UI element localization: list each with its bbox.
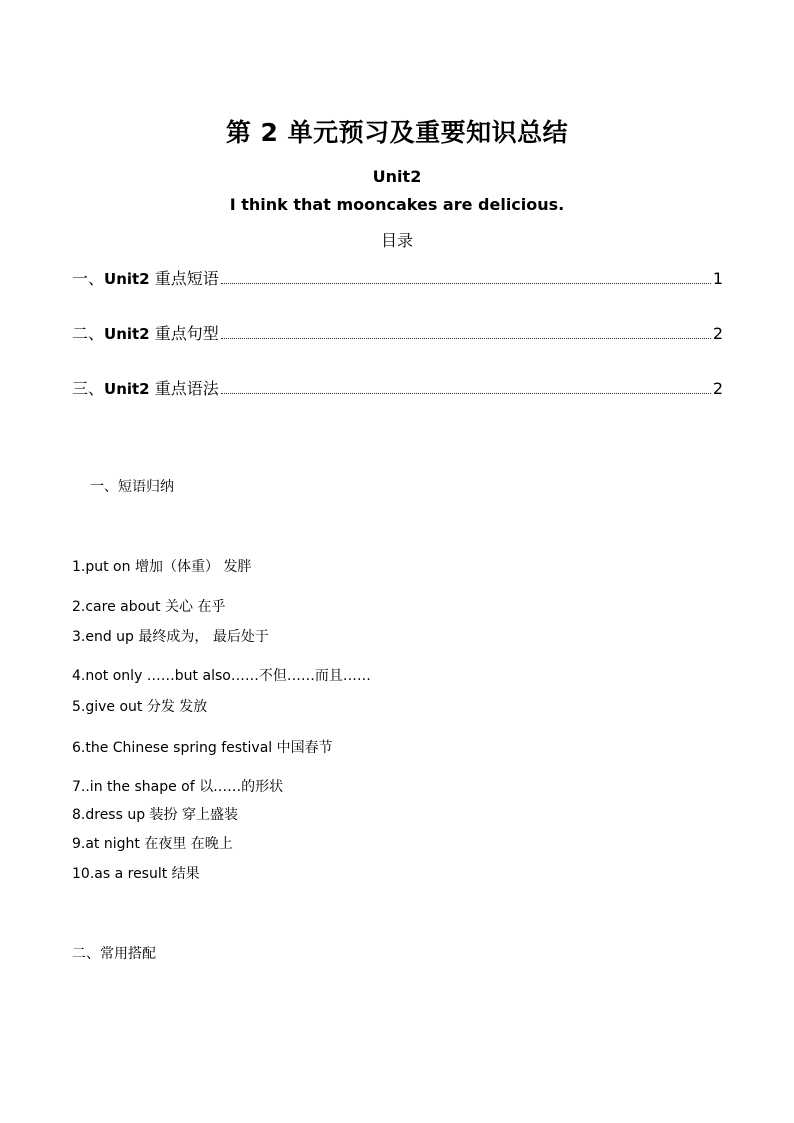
phrase-item: 1.put on 增加（体重） 发胖 — [72, 559, 252, 575]
toc-entry-sentences[interactable] — [72, 321, 723, 345]
page-title: 第 2 单元预习及重要知识总结 — [225, 118, 569, 147]
toc-heading: 目录 — [380, 231, 413, 250]
section-heading-collocations: 二、常用搭配 — [72, 946, 156, 962]
toc-page-number: 2 — [712, 379, 723, 398]
phrase-item: 2.care about 关心 在乎 — [72, 599, 226, 615]
phrase-item: 7..in the shape of 以……的形状 — [72, 779, 284, 795]
phrase-item: 8.dress up 装扮 穿上盛装 — [72, 807, 239, 823]
phrase-item: 5.give out 分发 发放 — [72, 699, 208, 715]
toc-entry-grammar[interactable] — [72, 376, 723, 400]
toc-leader-dots — [221, 282, 711, 284]
toc-page-number: 2 — [712, 324, 723, 343]
toc-page-number: 1 — [712, 269, 723, 288]
unit-subtitle: I think that mooncakes are delicious. — [229, 195, 565, 214]
toc-entry-label: 三、Unit2 重点语法 — [72, 379, 219, 398]
phrase-item: 10.as a result 结果 — [72, 866, 200, 882]
phrase-item: 6.the Chinese spring festival 中国春节 — [72, 740, 333, 756]
toc-entry-phrases[interactable] — [72, 266, 723, 290]
phrase-item: 9.at night 在夜里 在晚上 — [72, 836, 233, 852]
toc-entry-label: 二、Unit2 重点句型 — [72, 324, 219, 343]
section-heading-phrases: 一、短语归纳 — [90, 479, 174, 495]
toc-leader-dots — [221, 392, 711, 394]
toc-leader-dots — [221, 337, 711, 339]
toc-entry-label: 一、Unit2 重点短语 — [72, 269, 219, 288]
unit-label: Unit2 — [372, 167, 422, 186]
phrase-item: 4.not only ……but also……不但……而且…… — [72, 668, 371, 684]
phrase-item: 3.end up 最终成为， 最后处于 — [72, 629, 269, 645]
